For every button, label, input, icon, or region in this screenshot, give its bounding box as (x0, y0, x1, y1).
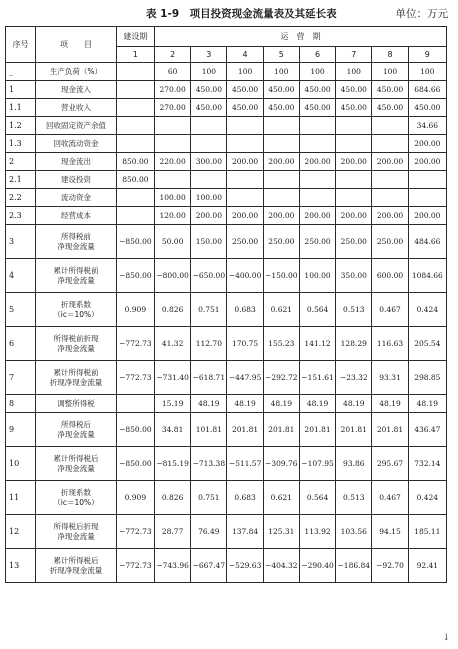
row-seq: 9 (6, 413, 36, 447)
row-item-line: （ic＝10%） (53, 309, 99, 319)
cell-value: 200.00 (299, 153, 335, 171)
cell-value: −23.32 (336, 361, 372, 395)
cell-value: 0.621 (263, 481, 299, 515)
cell-value: −800.00 (155, 259, 191, 293)
row-item (36, 189, 117, 207)
cell-value (299, 135, 335, 153)
cell-value (263, 117, 299, 135)
table-row (6, 515, 447, 549)
cell-value: 200.00 (263, 207, 299, 225)
cell-value: −650.00 (191, 259, 227, 293)
cell-value: 450.00 (336, 81, 372, 99)
cell-value: 0.826 (155, 481, 191, 515)
header-year: 4 (227, 47, 263, 63)
cell-value: −713.38 (191, 447, 227, 481)
cell-value: 200.00 (372, 153, 408, 171)
row-seq: 6 (6, 327, 36, 361)
row-item-line: 净现金流量 (57, 343, 95, 353)
cell-value: 0.467 (372, 481, 408, 515)
cell-value: 200.00 (227, 153, 263, 171)
row-item-line: 经营成本 (60, 210, 91, 220)
row-seq: 8 (6, 395, 36, 413)
cell-value (227, 117, 263, 135)
cell-value (116, 207, 154, 225)
table-row (6, 259, 447, 293)
cell-value: 201.81 (372, 413, 408, 447)
cell-value: 450.00 (191, 99, 227, 117)
table-row (6, 549, 447, 583)
cell-value (227, 135, 263, 153)
cell-value: 0.751 (191, 293, 227, 327)
cell-value: 48.19 (336, 395, 372, 413)
table-body (6, 63, 447, 583)
header-year: 9 (408, 47, 446, 63)
cell-value: 48.19 (263, 395, 299, 413)
row-item-line: 生产负荷（%） (49, 66, 103, 76)
cell-value: 484.66 (408, 225, 446, 259)
cell-value (191, 171, 227, 189)
cell-value: 100 (299, 63, 335, 81)
cell-value: 250.00 (299, 225, 335, 259)
cell-value (191, 117, 227, 135)
header-operation: 运 营 期 (155, 27, 447, 47)
cell-value: 170.75 (227, 327, 263, 361)
cell-value: 125.31 (263, 515, 299, 549)
cell-value: 200.00 (263, 153, 299, 171)
cell-value (372, 117, 408, 135)
cell-value: 137.84 (227, 515, 263, 549)
cell-value: −850.00 (116, 259, 154, 293)
header-item: 项 目 (36, 27, 117, 63)
row-item (36, 293, 117, 327)
cell-value: 200.00 (408, 153, 446, 171)
row-item (36, 549, 117, 583)
cell-value (263, 171, 299, 189)
cell-value: 0.564 (299, 481, 335, 515)
row-item-line: 净现金流量 (57, 531, 95, 541)
cell-value: 100.00 (155, 189, 191, 207)
row-item-line: 折现净现金流量 (49, 377, 103, 387)
row-item-line: 所得税后折现 (53, 522, 99, 532)
row-item-line: 营业收入 (60, 102, 91, 112)
cell-value: 0.826 (155, 293, 191, 327)
row-seq: 1.1 (6, 99, 36, 117)
row-seq: 1 (6, 81, 36, 99)
cell-value: 100 (227, 63, 263, 81)
cell-value: 250.00 (372, 225, 408, 259)
cell-value: 300.00 (191, 153, 227, 171)
row-seq: _ (6, 63, 36, 81)
row-item-line: 累计所得税后 (53, 556, 99, 566)
table-row (6, 447, 447, 481)
table-row (6, 135, 447, 153)
row-item-line: 所得税前折现 (53, 334, 99, 344)
cell-value: −743.96 (155, 549, 191, 583)
cell-value: 34.66 (408, 117, 446, 135)
cash-flow-table (5, 26, 447, 583)
cell-value: 450.00 (299, 99, 335, 117)
cell-value: 48.19 (408, 395, 446, 413)
table-row (6, 481, 447, 515)
cell-value: 450.00 (372, 81, 408, 99)
cell-value: −529.63 (227, 549, 263, 583)
row-seq: 2 (6, 153, 36, 171)
row-item-line: 净现金流量 (57, 429, 95, 439)
cell-value: 113.92 (299, 515, 335, 549)
row-item (36, 63, 117, 81)
row-item-line: 累计所得税前 (53, 368, 99, 378)
cell-value: 350.00 (336, 259, 372, 293)
row-item-line: 累计所得税前 (53, 266, 99, 276)
table-row (6, 99, 447, 117)
cell-value: 76.49 (191, 515, 227, 549)
cell-value: 450.00 (336, 99, 372, 117)
cell-value (372, 189, 408, 207)
row-item-line: 所得税前 (60, 232, 91, 242)
cell-value: 93.86 (336, 447, 372, 481)
cell-value: 436.47 (408, 413, 446, 447)
cell-value: −290.40 (299, 549, 335, 583)
cell-value: −511.57 (227, 447, 263, 481)
cell-value: 60 (155, 63, 191, 81)
row-item-line: 折现系数 (60, 488, 91, 498)
cell-value (299, 117, 335, 135)
cell-value: 201.81 (336, 413, 372, 447)
header-year: 5 (263, 47, 299, 63)
cell-value: 0.513 (336, 481, 372, 515)
cell-value: 0.467 (372, 293, 408, 327)
row-seq: 5 (6, 293, 36, 327)
cell-value: 270.00 (155, 99, 191, 117)
cell-value: 28.77 (155, 515, 191, 549)
cell-value: 0.424 (408, 481, 446, 515)
row-item (36, 117, 117, 135)
row-item-line: 回收固定资产余值 (45, 120, 106, 130)
cell-value: 100 (191, 63, 227, 81)
cell-value: 201.81 (227, 413, 263, 447)
cell-value: 295.67 (372, 447, 408, 481)
cell-value: 250.00 (227, 225, 263, 259)
cell-value: 270.00 (155, 81, 191, 99)
cell-value: 34.81 (155, 413, 191, 447)
cell-value: 0.909 (116, 481, 154, 515)
cell-value: 450.00 (191, 81, 227, 99)
row-item-line: 累计所得税后 (53, 454, 99, 464)
cell-value (116, 63, 154, 81)
cell-value (299, 189, 335, 207)
cell-value (191, 135, 227, 153)
table-title: 表 1-9 项目投资现金流量表及其延长表 (146, 8, 337, 20)
header-year: 3 (191, 47, 227, 63)
cell-value: 50.00 (155, 225, 191, 259)
row-item (36, 413, 117, 447)
cell-value: 298.85 (408, 361, 446, 395)
cell-value: 450.00 (227, 81, 263, 99)
cell-value: −850.00 (116, 413, 154, 447)
header-year: 1 (116, 47, 154, 63)
cell-value (263, 189, 299, 207)
cell-value: 100 (372, 63, 408, 81)
continuation-arrow-icon: ↓ (442, 633, 450, 643)
cell-value: 48.19 (227, 395, 263, 413)
cell-value: 450.00 (372, 99, 408, 117)
row-seq: 12 (6, 515, 36, 549)
cell-value: −309.76 (263, 447, 299, 481)
cell-value: 92.41 (408, 549, 446, 583)
cell-value: 1084.66 (408, 259, 446, 293)
cell-value (155, 135, 191, 153)
cell-value (116, 99, 154, 117)
cell-value: 100.00 (299, 259, 335, 293)
row-item (36, 225, 117, 259)
cell-value: 220.00 (155, 153, 191, 171)
unit-label: 单位：万元 (395, 8, 448, 20)
table-row (6, 225, 447, 259)
row-seq: 2.3 (6, 207, 36, 225)
table-row (6, 171, 447, 189)
row-seq: 11 (6, 481, 36, 515)
row-seq: 4 (6, 259, 36, 293)
cell-value: 450.00 (227, 99, 263, 117)
cell-value: 201.81 (263, 413, 299, 447)
table-row (6, 189, 447, 207)
row-item (36, 395, 117, 413)
row-item-line: （ic＝10%） (53, 497, 99, 507)
cell-value: 250.00 (336, 225, 372, 259)
cell-value (116, 189, 154, 207)
cell-value: 93.31 (372, 361, 408, 395)
row-seq: 13 (6, 549, 36, 583)
cell-value: 15.19 (155, 395, 191, 413)
cell-value: 116.63 (372, 327, 408, 361)
cell-value (227, 189, 263, 207)
header-seq: 序号 (6, 27, 36, 63)
cell-value: −731.40 (155, 361, 191, 395)
cell-value: 200.00 (299, 207, 335, 225)
cell-value (372, 135, 408, 153)
cell-value: −150.00 (263, 259, 299, 293)
row-item-line: 流动资金 (60, 192, 91, 202)
cell-value: 0.424 (408, 293, 446, 327)
row-item (36, 447, 117, 481)
cell-value: 200.00 (336, 153, 372, 171)
cell-value: −618.71 (191, 361, 227, 395)
table-row (6, 293, 447, 327)
cell-value: 100 (336, 63, 372, 81)
row-seq: 1.3 (6, 135, 36, 153)
cell-value: 200.00 (227, 207, 263, 225)
row-item-line: 折现净现金流量 (49, 565, 103, 575)
cell-value: −404.32 (263, 549, 299, 583)
cell-value: −292.72 (263, 361, 299, 395)
cell-value: 0.909 (116, 293, 154, 327)
row-item (36, 515, 117, 549)
cell-value: 200.00 (191, 207, 227, 225)
table-row (6, 153, 447, 171)
cell-value (299, 171, 335, 189)
cell-value: 450.00 (408, 99, 446, 117)
row-item (36, 481, 117, 515)
cell-value: −186.84 (336, 549, 372, 583)
cell-value: −447.95 (227, 361, 263, 395)
cell-value: 112.70 (191, 327, 227, 361)
cell-value (263, 135, 299, 153)
row-item (36, 99, 117, 117)
cell-value (227, 171, 263, 189)
cell-value: 205.54 (408, 327, 446, 361)
cell-value: −815.19 (155, 447, 191, 481)
row-item-line: 现金流入 (60, 84, 91, 94)
row-item-line: 调整所得税 (57, 398, 95, 408)
cell-value: 684.66 (408, 81, 446, 99)
cell-value: 450.00 (299, 81, 335, 99)
row-seq: 2.1 (6, 171, 36, 189)
cell-value (155, 171, 191, 189)
row-seq: 3 (6, 225, 36, 259)
cell-value: 94.15 (372, 515, 408, 549)
table-row (6, 117, 447, 135)
cell-value: −772.73 (116, 549, 154, 583)
cell-value: 150.00 (191, 225, 227, 259)
row-item-line: 现金流出 (60, 156, 91, 166)
row-item-line: 净现金流量 (57, 241, 95, 251)
table-row (6, 413, 447, 447)
cell-value: 185.11 (408, 515, 446, 549)
header-year: 2 (155, 47, 191, 63)
cell-value: 0.513 (336, 293, 372, 327)
cell-value: 100.00 (191, 189, 227, 207)
cell-value: 100 (408, 63, 446, 81)
row-seq: 7 (6, 361, 36, 395)
cell-value (116, 81, 154, 99)
cell-value (116, 135, 154, 153)
cell-value (116, 117, 154, 135)
cell-value: 850.00 (116, 171, 154, 189)
cell-value: −400.00 (227, 259, 263, 293)
cell-value: −151.61 (299, 361, 335, 395)
cell-value: 101.81 (191, 413, 227, 447)
row-item (36, 81, 117, 99)
row-item (36, 207, 117, 225)
cell-value: 48.19 (191, 395, 227, 413)
table-row (6, 327, 447, 361)
cell-value: 0.621 (263, 293, 299, 327)
cell-value (408, 171, 446, 189)
table-row (6, 395, 447, 413)
cell-value (372, 171, 408, 189)
row-item (36, 171, 117, 189)
cell-value: −850.00 (116, 447, 154, 481)
row-item (36, 361, 117, 395)
header-year: 7 (336, 47, 372, 63)
row-item (36, 135, 117, 153)
row-item (36, 259, 117, 293)
cell-value: 600.00 (372, 259, 408, 293)
cell-value: 0.564 (299, 293, 335, 327)
cell-value: 120.00 (155, 207, 191, 225)
cell-value: 103.56 (336, 515, 372, 549)
cell-value: 41.32 (155, 327, 191, 361)
row-seq: 1.2 (6, 117, 36, 135)
cell-value: 141.12 (299, 327, 335, 361)
cell-value: −772.73 (116, 361, 154, 395)
cell-value: 201.81 (299, 413, 335, 447)
cell-value: 0.683 (227, 293, 263, 327)
cell-value: 48.19 (299, 395, 335, 413)
cell-value: −850.00 (116, 225, 154, 259)
cell-value: −667.47 (191, 549, 227, 583)
cell-value (116, 395, 154, 413)
row-item (36, 153, 117, 171)
cell-value: 250.00 (263, 225, 299, 259)
row-item-line: 净现金流量 (57, 463, 95, 473)
cell-value (408, 189, 446, 207)
cell-value: 48.19 (372, 395, 408, 413)
cell-value: 850.00 (116, 153, 154, 171)
row-seq: 2.2 (6, 189, 36, 207)
cell-value: 200.00 (336, 207, 372, 225)
table-header-area (0, 4, 458, 24)
row-item-line: 净现金流量 (57, 275, 95, 285)
cell-value: 100 (263, 63, 299, 81)
row-item-line: 折现系数 (60, 300, 91, 310)
cell-value: 0.751 (191, 481, 227, 515)
row-item-line: 回收流动资金 (53, 138, 99, 148)
cell-value: 450.00 (263, 81, 299, 99)
cell-value: 200.00 (372, 207, 408, 225)
table-row (6, 63, 447, 81)
cell-value: −92.70 (372, 549, 408, 583)
table-row (6, 361, 447, 395)
cell-value: 200.00 (408, 135, 446, 153)
table-row (6, 81, 447, 99)
cell-value (336, 117, 372, 135)
cell-value (155, 117, 191, 135)
row-item-line: 建设投资 (60, 174, 91, 184)
header-year: 6 (299, 47, 335, 63)
cell-value: −772.73 (116, 515, 154, 549)
cell-value: 200.00 (408, 207, 446, 225)
row-seq: 10 (6, 447, 36, 481)
cell-value: 450.00 (263, 99, 299, 117)
header-year: 8 (372, 47, 408, 63)
cell-value: −772.73 (116, 327, 154, 361)
cell-value: 128.29 (336, 327, 372, 361)
row-item (36, 327, 117, 361)
cell-value: 0.683 (227, 481, 263, 515)
cell-value (336, 171, 372, 189)
cell-value: 732.14 (408, 447, 446, 481)
row-item-line: 所得税后 (60, 420, 91, 430)
cell-value (336, 189, 372, 207)
table-row (6, 207, 447, 225)
cell-value (336, 135, 372, 153)
header-construction: 建设期 (116, 27, 154, 47)
cell-value: 155.23 (263, 327, 299, 361)
cell-value: −107.95 (299, 447, 335, 481)
